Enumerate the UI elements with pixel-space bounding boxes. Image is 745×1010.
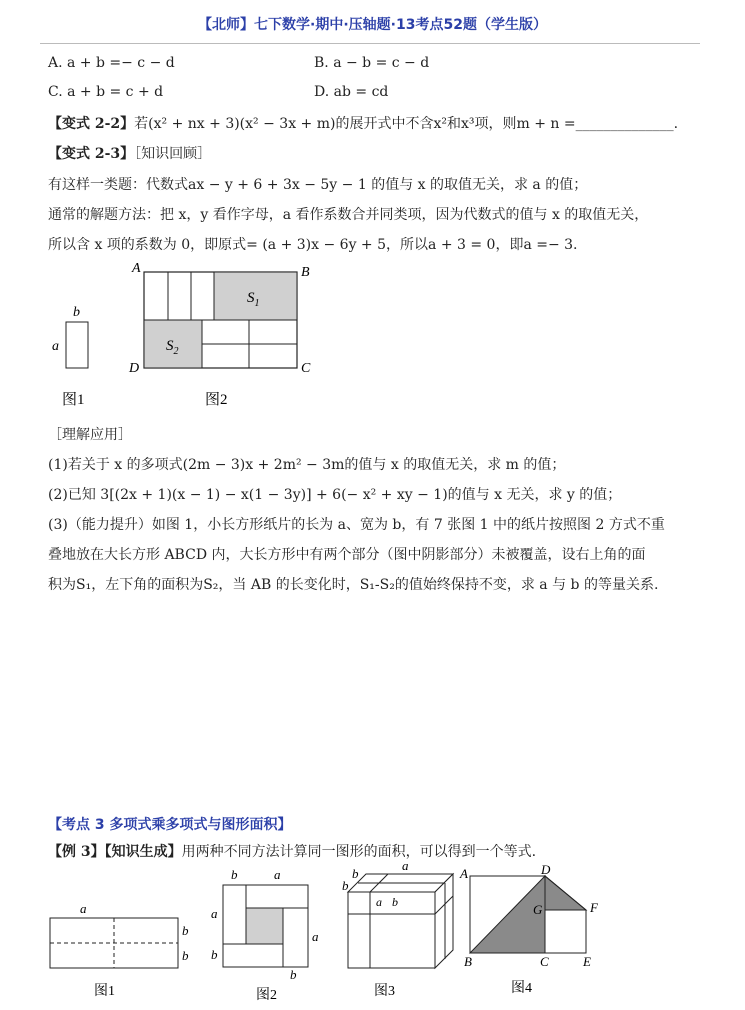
fig1-rect: [66, 322, 88, 368]
question-3-line-1: (3)（能力提升）如图 1，小长方形纸片的长为 a、宽为 b，有 7 张图 1 中的纸片按照图 2 方式不重: [48, 517, 665, 533]
recall-line-1: 有这样一类题：代数式ax − y + 6 + 3x − 5y − 1 的值与 x 的取值无关，求 a 的值；: [48, 177, 588, 193]
fig1-label-a: a: [52, 339, 59, 354]
question-3-line-3: 积为S₁，左下角的面积为S₂，当 AB 的长变化时，S₁-S₂的值始终保持不变，求 a 与 b 的等量关系.: [48, 577, 659, 593]
b-fig2-caption: 图2: [256, 988, 277, 1003]
b-fig4-F: F: [590, 900, 598, 915]
variant-2-3: [48, 143, 211, 163]
question-3-line-2: 叠地放在大长方形 ABCD 内，大长方形中有两个部分（图中阴影部分）未被覆盖，设右上角的面: [48, 547, 646, 563]
question-2: (2)已知 3[(2x + 1)(x − 1) − x(1 − 3y)] + 6(− x² + xy − 1)的值与 x 无关，求 y 的值；: [48, 487, 622, 503]
example-3-text: 用两种不同方法计算同一图形的面积，可以得到一个等式.: [181, 844, 537, 860]
b-fig2-b-bottom: b: [290, 967, 297, 982]
b-fig3-a-top: a: [402, 862, 409, 873]
b-fig3-caption: 图3: [374, 984, 395, 999]
keypoint-3-title: 【考点 3 多项式乘多项式与图形面积】: [48, 817, 292, 833]
option-b: B. a − b = c − d: [314, 55, 430, 71]
variant-2-3-text: ［知识回顾］: [134, 146, 212, 162]
b-fig1-a: a: [80, 901, 87, 916]
b-fig3-b1: b: [352, 866, 359, 881]
b-fig2-b-left: b: [211, 947, 218, 962]
b-fig4-G: G: [533, 902, 543, 917]
variant-2-2: [48, 113, 678, 133]
variant-2-3-tag: 【变式 2-3】: [48, 146, 135, 162]
b-fig1-b2: b: [182, 948, 189, 963]
fig2-label-S1-sub: 1: [254, 298, 260, 309]
b-fig3-b2: b: [342, 878, 349, 893]
header-rule: [40, 43, 700, 44]
b-fig4-caption: 图4: [511, 981, 532, 996]
example-3-tag: 【例 3】【知识生成】: [48, 844, 182, 860]
variant-2-2-tag: 【变式 2-2】: [48, 116, 135, 132]
recall-line-3: 所以含 x 项的系数为 0，即原式= (a + 3)x − 6y + 5，所以a + 3 = 0，即a =− 3.: [48, 237, 578, 253]
bottom-figures: [40, 862, 610, 1007]
b-fig2-b-tl: b: [231, 867, 238, 882]
b-fig4-small-square: [545, 910, 586, 953]
page-header: 【北师】七下数学·期中·压轴题·13考点52题（学生版）: [198, 17, 547, 33]
apply-title: ［理解应用］: [48, 427, 132, 443]
option-d: D. ab = cd: [314, 84, 389, 100]
b-fig2-center: [246, 908, 283, 944]
b-fig1-caption: 图1: [94, 984, 115, 999]
b-fig4-E: E: [583, 954, 591, 969]
fig2-label-A: A: [132, 261, 141, 276]
top-figures: [40, 258, 340, 408]
fig2-label-C: C: [301, 361, 311, 376]
b-fig4-C: C: [540, 954, 549, 969]
b-fig3-b-small: b: [392, 895, 398, 909]
fig2-label-D: D: [129, 361, 140, 376]
fig2-s1: [214, 272, 297, 320]
option-a: A. a + b =− c − d: [48, 55, 175, 71]
b-fig4-B: B: [464, 954, 472, 969]
variant-2-2-text: 若(x² + nx + 3)(x² − 3x + m)的展开式中不含x²和x³项，则m + n =: [134, 116, 576, 132]
fig2-label-S2-sub: 2: [173, 346, 179, 357]
b-fig3-a-small: a: [376, 895, 382, 909]
fig2-label-S1: S: [247, 290, 255, 306]
variant-2-2-blank: ______________.: [575, 116, 679, 132]
b-fig2-a-left: a: [211, 906, 218, 921]
example-3: [48, 841, 536, 861]
recall-line-2: 通常的解题方法：把 x，y 看作字母，a 看作系数合并同类项，因为代数式的值与 x 的取值无关，: [48, 207, 649, 223]
fig1-caption: 图1: [62, 392, 85, 408]
fig1-label-b: b: [73, 305, 80, 320]
b-fig4-D: D: [541, 862, 551, 877]
b-fig1-b1: b: [182, 923, 189, 938]
fig2-label-B: B: [301, 265, 310, 280]
b-fig4-A: A: [460, 866, 468, 881]
option-c: C. a + b = c + d: [48, 84, 164, 100]
question-1: (1)若关于 x 的多项式(2m − 3)x + 2m² − 3m的值与 x 的取值无关，求 m 的值；: [48, 457, 566, 473]
b-fig2-a-right: a: [312, 929, 319, 944]
b-fig2-a-top: a: [274, 867, 281, 882]
fig2-caption: 图2: [205, 392, 228, 408]
fig2-label-S2: S: [166, 338, 174, 354]
